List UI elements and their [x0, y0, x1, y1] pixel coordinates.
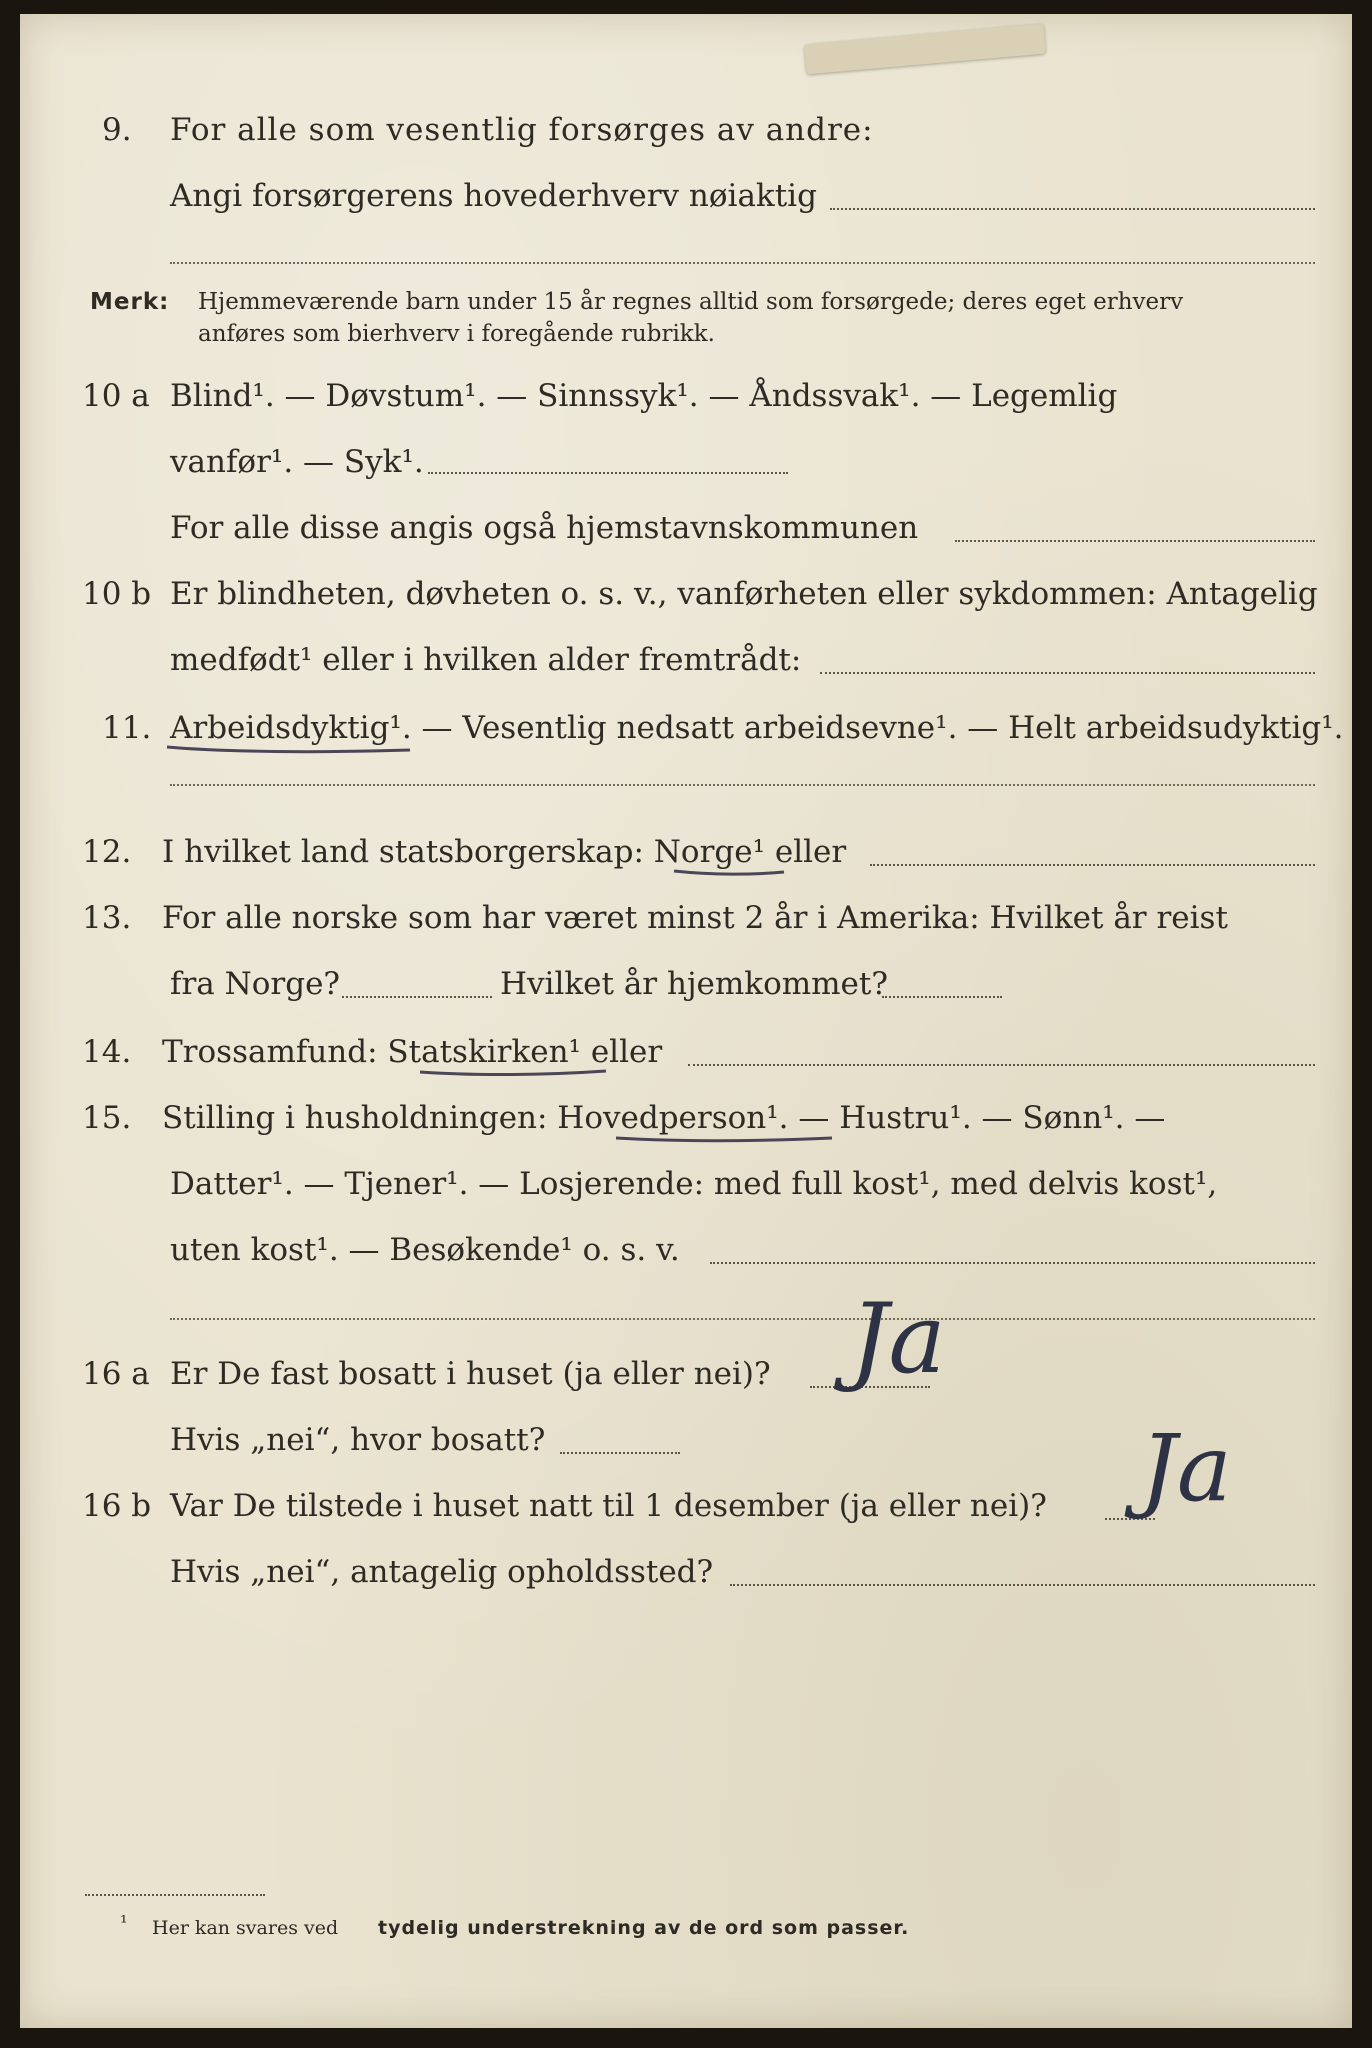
q11-arbeidsdyktig-underline	[165, 741, 415, 755]
q9-line1: For alle som vesentlig forsørges av andre:	[170, 112, 874, 148]
q12-norge-underline	[672, 866, 787, 878]
q13-number: 13.	[82, 900, 132, 936]
q10a-hjemstavn-field[interactable]	[955, 540, 1315, 542]
q16b-line1: Var De tilstede i huset natt til 1 desember (ja eller nei)?	[170, 1488, 1047, 1524]
q9-number: 9.	[102, 112, 132, 148]
q14-statskirken-underline	[418, 1066, 608, 1078]
q13-line2a: fra Norge?	[170, 966, 341, 1002]
q13-line2b: Hvilket år hjemkommet?	[500, 966, 888, 1002]
q16b-number: 16 b	[82, 1488, 152, 1524]
q10b-answer-field[interactable]	[820, 672, 1315, 674]
q12-answer-field[interactable]	[870, 864, 1315, 866]
footnote-divider	[85, 1894, 265, 1896]
q15-line2: Datter¹. — Tjener¹. — Losjerende: med full kost¹, med delvis kost¹,	[170, 1166, 1218, 1202]
q13-line1: For alle norske som har været minst 2 år i Amerika: Hvilket år reist	[162, 900, 1228, 936]
q10a-line2: vanfør¹. — Syk¹.	[170, 444, 424, 480]
q15-answer-field-2[interactable]	[170, 1318, 1315, 1320]
q16b-handwritten-answer: Ja	[1140, 1415, 1232, 1522]
q16a-handwritten-answer: Ja	[850, 1283, 946, 1395]
q9-answer-field-2[interactable]	[170, 262, 1315, 264]
q16b-line2: Hvis „nei“, antagelig opholdssted?	[170, 1554, 714, 1590]
footnote-text-bold	[378, 1914, 909, 1942]
q10b-line2: medfødt¹ eller i hvilken alder fremtrådt:	[170, 642, 802, 678]
footnote-bold-span: tydelig understrekning av de ord som passer.	[378, 1917, 910, 1939]
q16a-line2: Hvis „nei“, hvor bosatt?	[170, 1422, 546, 1458]
q10b-line1: Er blindheten, døvheten o. s. v., vanførheten eller sykdommen: Antagelig	[170, 576, 1318, 612]
q16a-number: 16 a	[82, 1356, 150, 1392]
footnote-mark: ¹	[120, 1912, 128, 1934]
q11-number: 11.	[102, 710, 152, 746]
q15-line1: Stilling i husholdningen: Hovedperson¹. — Hustru¹. — Sønn¹. —	[162, 1100, 1166, 1136]
merk-label: Merk:	[90, 289, 170, 315]
q10a-number: 10 a	[82, 378, 150, 414]
q10a-syk-field[interactable]	[428, 472, 788, 474]
q11-line1: Arbeidsdyktig¹. — Vesentlig nedsatt arbeidsevne¹. — Helt arbeidsudyktig¹.	[170, 710, 1344, 746]
q13-hjemkommet-field[interactable]	[882, 996, 1002, 998]
q9-line2: Angi forsørgerens hovederhverv nøiaktig	[170, 178, 817, 214]
q15-number: 15.	[82, 1100, 132, 1136]
q13-reist-field[interactable]	[342, 996, 492, 998]
q10b-number: 10 b	[82, 576, 152, 612]
q14-line1: Trossamfund: Statskirken¹ eller	[162, 1034, 663, 1070]
merk-line2: anføres som bierhverv i foregående rubrikk.	[198, 321, 715, 347]
q16b-opholdssted-field[interactable]	[730, 1584, 1315, 1586]
q16a-bosatt-field[interactable]	[560, 1452, 680, 1454]
q10a-line1: Blind¹. — Døvstum¹. — Sinnssyk¹. — Åndssvak¹. — Legemlig	[170, 378, 1118, 414]
torn-paper-corner	[804, 24, 1046, 75]
q12-number: 12.	[82, 834, 132, 870]
q10a-line3: For alle disse angis også hjemstavnskommunen	[170, 510, 919, 546]
q15-line3: uten kost¹. — Besøkende¹ o. s. v.	[170, 1232, 680, 1268]
q14-number: 14.	[82, 1034, 132, 1070]
census-form-page	[20, 14, 1352, 2028]
q11-answer-field[interactable]	[170, 784, 1315, 786]
q12-line1: I hvilket land statsborgerskap: Norge¹ eller	[162, 834, 847, 870]
q16a-line1: Er De fast bosatt i huset (ja eller nei)?	[170, 1356, 771, 1392]
merk-line1: Hjemmeværende barn under 15 år regnes alltid som forsørgede; deres eget erhverv	[198, 289, 1184, 315]
q9-answer-field[interactable]	[830, 208, 1315, 210]
q14-answer-field[interactable]	[688, 1064, 1315, 1066]
footnote-text-plain: Her kan svares ved	[152, 1917, 339, 1939]
q15-hovedperson-underline	[614, 1132, 834, 1144]
q15-answer-field[interactable]	[710, 1262, 1315, 1264]
